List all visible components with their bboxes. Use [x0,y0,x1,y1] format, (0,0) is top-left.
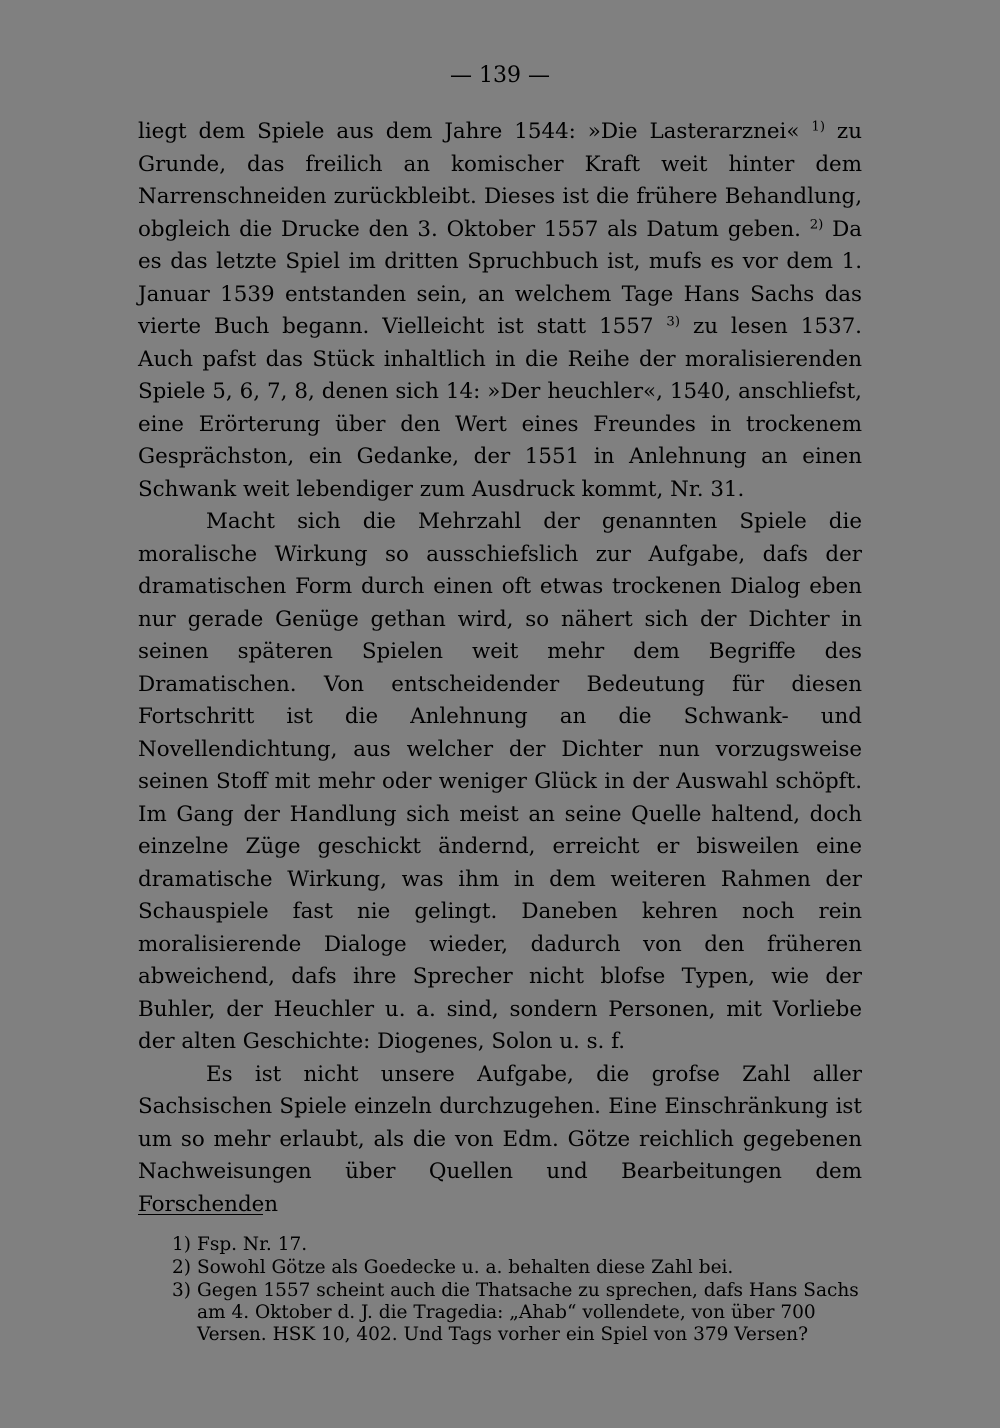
footnote-text: Gegen 1557 scheint auch die Thatsache zu sprechen, dafs Hans Sachs am 4. Oktober d. J. die Tragedia: „Ahab“ vollendete, von über 700 Versen. HSK 10, 402. Und Tags vorher ein Spiel von 379 Versen? [197,1280,859,1345]
paragraph [138,116,862,506]
paragraph [138,506,862,1059]
footnote-divider [138,1214,263,1215]
text-segment: Macht sich die Mehrzahl der genannten Spiele die moralische Wirkung so ausschiefslich zur Aufgabe, dafs der dramatischen Form durch einen oft etwas trockenen Dialog eben nur gerade Genüge gethan wird, so nähert sich der Dichter in seinen späteren Spielen weit mehr dem Begriffe des Dramatischen. Von entscheidender Bedeutung für diesen Fortschritt ist die Anlehnung an die Schwank- und Novellendichtung, aus welcher der Dichter nun vorzugsweise seinen Stoff mit mehr oder weniger Glück in der Auswahl schöpft. Im Gang der Handlung sich meist an seine Quelle haltend, doch einzelne Züge geschickt ändernd, erreicht er bisweilen eine dramatische Wirkung, was ihm in dem weiteren Rahmen der Schauspiele fast nie gelingt. Daneben kehren noch rein moralisierende Dialoge wieder, dadurch von den früheren abweichend, dafs ihre Sprecher nicht blofse Typen, wie der Buhler, der Heuchler u. a. sind, sondern Personen, mit Vorliebe der alten Geschichte: Diogenes, Solon u. s. f. [138,509,862,1054]
footnotes [172,1234,862,1347]
footnote-mark: 3) [172,1280,191,1301]
footnote-reference: 3) [666,314,681,330]
text-segment: zu lesen 1537. Auch pafst das Stück inhaltlich in die Reihe der moralisierenden Spiele 5, 6, 7, 8, denen sich 14: »Der heuchler«, 1540, anschliefst, eine Erörterung über den Wert eines Freundes in trockenem Gesprächston, ein Gedanke, der 1551 in Anlehnung an einen Schwank weit lebendiger zum Ausdruck kommt, Nr. 31. [138,314,862,502]
paragraph [138,1059,862,1222]
footnote [172,1234,862,1256]
body-text [138,116,862,1221]
text-segment: Es ist nicht unsere Aufgabe, die grofse Zahl aller Sachsischen Spiele einzeln durchzugehen. Eine Einschränkung ist um so mehr erlaubt, als die von Edm. Götze reichlich gegebenen Nachweisungen über Quellen und Bearbeitungen dem Forschenden [138,1061,862,1217]
footnote-reference: 2) [809,217,824,233]
text-segment: zu Grunde, das freilich an komischer Kraft weit hinter dem Narrenschneiden zurückbleibt. Dieses ist die frühere Behandlung, obgleich die Drucke den 3. Oktober 1557 als Datum geben. [138,119,862,242]
footnote-mark: 2) [172,1257,191,1278]
footnote-text: Fsp. Nr. 17. [197,1234,308,1255]
footnote-text: Sowohl Götze als Goedecke u. a. behalten diese Zahl bei. [197,1257,734,1278]
footnote-reference: 1) [811,119,826,135]
page-number: — 139 — [450,63,550,88]
text-segment: liegt dem Spiele aus dem Jahre 1544: »Die Lasterarznei« [138,119,812,144]
footnote-mark: 1) [172,1234,191,1255]
footnote [172,1280,862,1346]
text-segment: Da es das letzte Spiel im dritten Spruchbuch ist, mufs es vor dem 1. Januar 1539 entstanden sein, an welchem Tage Hans Sachs das vierte Buch begann. Vielleicht ist statt 1557 [138,216,862,339]
footnote [172,1257,862,1279]
